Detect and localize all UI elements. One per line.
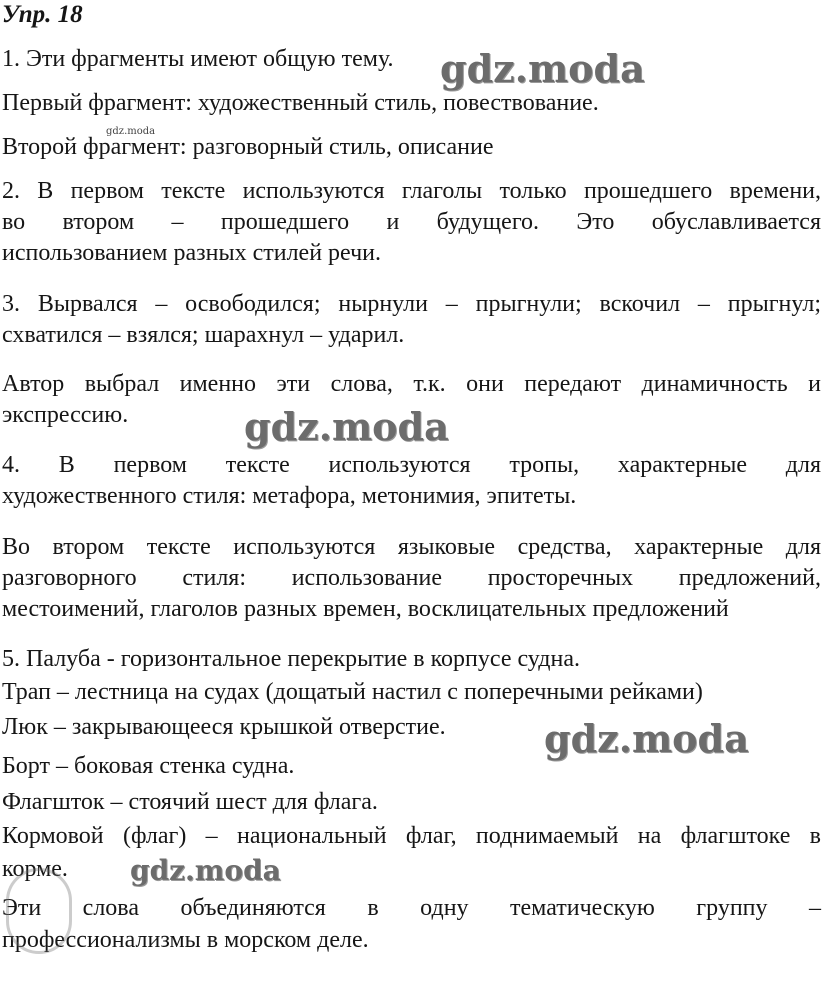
text-line-1: 1. Эти фрагменты имеют общую тему. [2, 46, 394, 72]
text-line-8: схватился – взялся; шарахнул – ударил. [2, 322, 405, 348]
text-line-5: во втором – прошедшего и будущего. Это обуславливается [2, 209, 821, 235]
text-line-17: Трап – лестница на судах (дощатый настил с поперечными рейками) [2, 679, 703, 705]
text-line-13: Во втором тексте используются языковые средства, характерные для [2, 534, 821, 560]
text-line-4: 2. В первом тексте используются глаголы только прошедшего времени, [2, 178, 821, 204]
text-line-9: Автор выбрал именно эти слова, т.к. они передают динамичность и [2, 371, 821, 397]
watermark-logo: gdz.moda [244, 404, 449, 449]
watermark-logo-tiny: gdz.moda [106, 126, 156, 137]
text-line-22: корме. [2, 856, 68, 882]
text-line-3: Второй фрагмент: разговорный стиль, описание [2, 134, 494, 160]
text-line-16: 5. Палуба - горизонтальное перекрытие в корпусе судна. [2, 646, 581, 672]
watermark-logo: gdz.moda [440, 46, 645, 91]
text-line-2: Первый фрагмент: художественный стиль, повествование. [2, 90, 599, 116]
text-line-20: Флагшток – стоячий шест для флага. [2, 789, 378, 815]
text-line-10: экспрессию. [2, 402, 129, 428]
text-line-15: местоимений, глаголов разных времен, восклицательных предложений [2, 596, 729, 622]
text-line-11: 4. В первом тексте используются тропы, характерные для [2, 452, 821, 478]
text-line-19: Борт – боковая стенка судна. [2, 753, 295, 779]
text-line-23: Эти слова объединяются в одну тематическую группу – [2, 895, 821, 921]
text-line-6: использованием разных стилей речи. [2, 240, 382, 266]
text-line-14: разговорного стиля: использование просторечных предложений, [2, 565, 821, 591]
text-line-18: Люк – закрывающееся крышкой отверстие. [2, 714, 446, 740]
text-line-24: профессионализмы в морском деле. [2, 927, 369, 953]
watermark-stamp-icon [6, 868, 72, 954]
watermark-logo: gdz.moda [544, 716, 749, 761]
text-line-7: 3. Вырвался – освободился; нырнули – прыгнули; вскочил – прыгнул; [2, 291, 821, 317]
exercise-title: Упр. 18 [2, 1, 83, 28]
text-line-12: художественного стиля: метафора, метонимия, эпитеты. [2, 483, 577, 509]
text-line-21: Кормовой (флаг) – национальный флаг, поднимаемый на флагштоке в [2, 823, 821, 849]
watermark-logo: gdz.moda [130, 854, 281, 887]
